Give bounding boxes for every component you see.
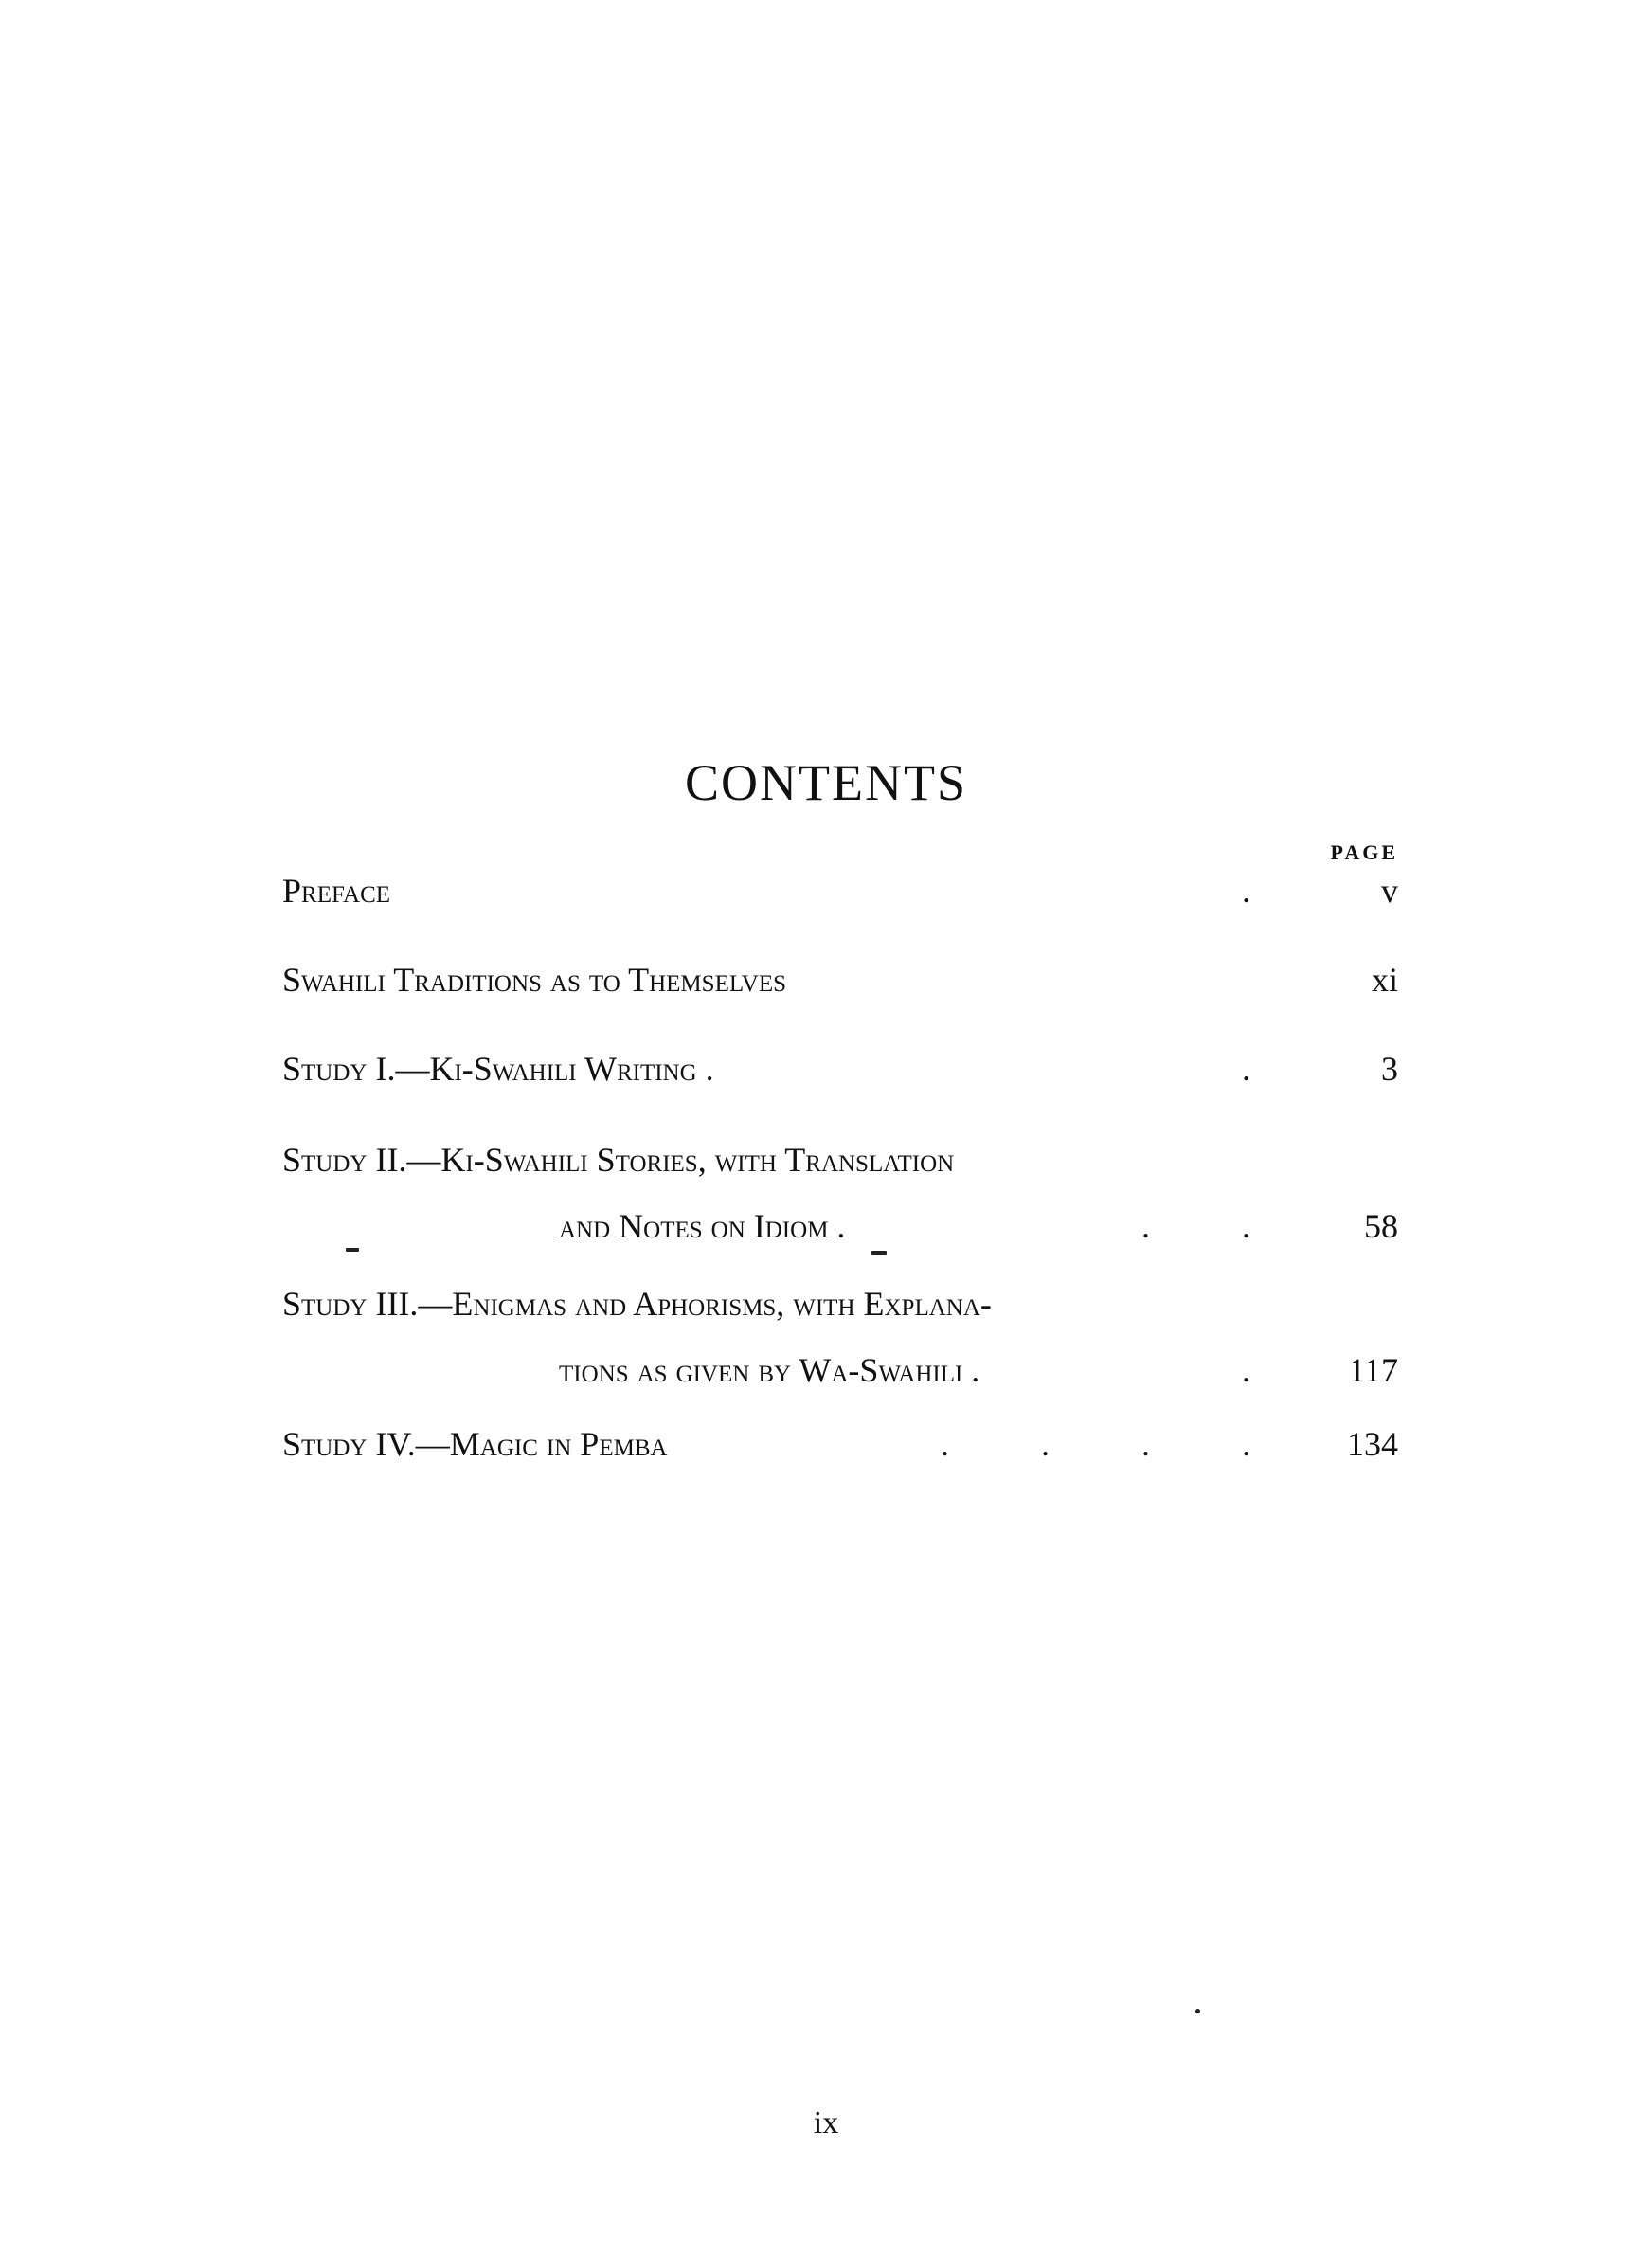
toc-leader-dots: . bbox=[1242, 1351, 1292, 1389]
toc-page-number: 117 bbox=[1348, 1351, 1398, 1389]
toc-page-number: v bbox=[1381, 872, 1398, 910]
contents-heading: CONTENTS bbox=[685, 754, 967, 811]
toc-entry-study-4[interactable] bbox=[282, 1421, 1398, 1467]
page-column-label: PAGE bbox=[1330, 840, 1398, 864]
scan-speck bbox=[871, 1251, 887, 1255]
toc-page-number: 58 bbox=[1364, 1207, 1398, 1245]
toc-entry-study-2[interactable] bbox=[282, 1137, 1398, 1249]
page-folio-number: ix bbox=[813, 2105, 839, 2140]
toc-entry-continuation: tions as given by Wa-Swahili . bbox=[559, 1351, 980, 1389]
toc-entry-study-3[interactable] bbox=[282, 1281, 1398, 1393]
toc-leader-dots: . bbox=[1242, 872, 1292, 910]
toc-page-number: 3 bbox=[1381, 1050, 1398, 1088]
toc-entry-title: Preface bbox=[282, 872, 391, 910]
toc-page-number: 134 bbox=[1347, 1425, 1398, 1463]
toc-entry-title: Study IV.—Magic in Pemba bbox=[282, 1425, 668, 1463]
toc-entry-title: Study I.—Ki-Swahili Writing . bbox=[282, 1050, 714, 1088]
toc-page-number: xi bbox=[1371, 961, 1398, 999]
scan-speck bbox=[346, 1248, 359, 1252]
toc-leader-dots: . . . . bbox=[941, 1425, 1292, 1463]
toc-entry-swahili-traditions[interactable] bbox=[282, 957, 1398, 1002]
toc-entry-continuation: and Notes on Idiom . bbox=[559, 1207, 846, 1245]
toc-entry-preface[interactable] bbox=[282, 868, 1398, 913]
toc-leader-dots: . bbox=[1242, 1050, 1292, 1088]
toc-entry-title: Swahili Traditions as to Themselves bbox=[282, 961, 787, 999]
toc-entry-title: Study III.—Enigmas and Aphorisms, with Explana- bbox=[282, 1285, 992, 1323]
scan-speck bbox=[1195, 2009, 1200, 2013]
toc-leader-dots: . . bbox=[1141, 1207, 1292, 1245]
toc-entry-title: Study II.—Ki-Swahili Stories, with Translation bbox=[282, 1141, 955, 1179]
toc-entry-study-1[interactable] bbox=[282, 1046, 1398, 1092]
